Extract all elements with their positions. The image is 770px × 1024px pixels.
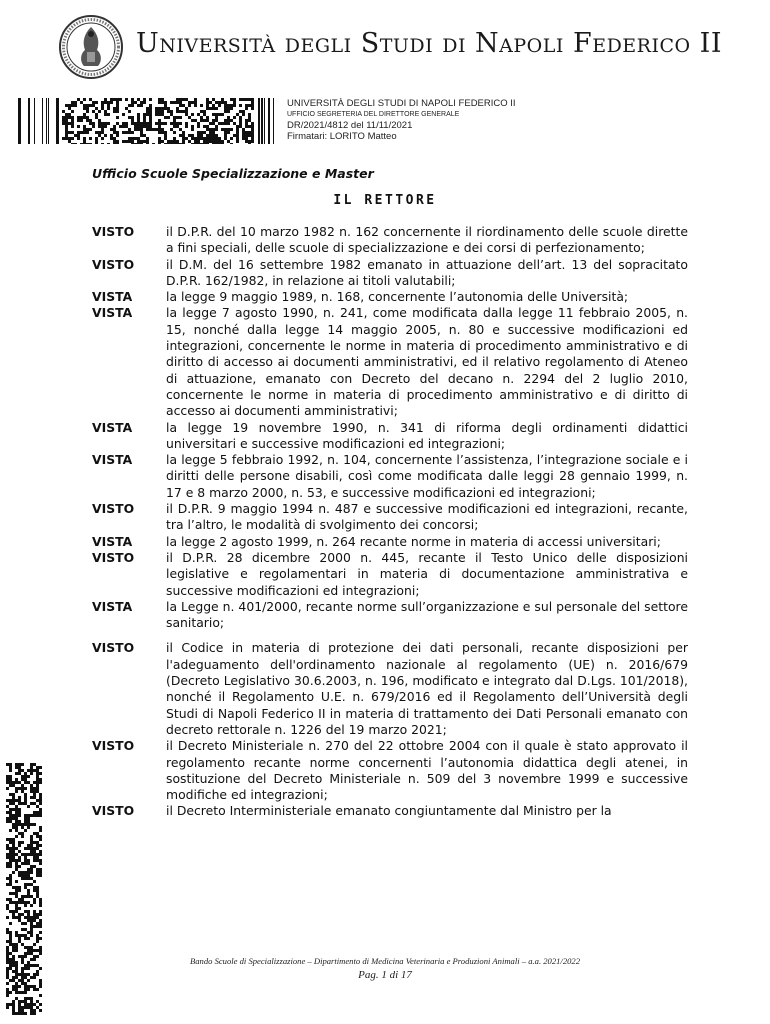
clause-text: la legge 19 novembre 1990, n. 341 di riforma degli ordinamenti didattici universitari e successive modificazioni ed integrazioni; — [166, 419, 688, 451]
clause-row — [92, 550, 688, 599]
clause-keyword: VISTO — [92, 501, 135, 517]
clause-text: la legge 9 maggio 1989, n. 168, concernente l’autonomia delle Università; — [166, 289, 629, 305]
clause-text: il Decreto Interministeriale emanato congiuntamente dal Ministro per la — [166, 803, 612, 819]
signature-line-university: UNIVERSITÀ DEGLI STUDI DI NAPOLI FEDERICO II — [287, 98, 516, 109]
clause-row — [92, 738, 688, 803]
clause-text: la legge 5 febbraio 1992, n. 104, concernente l’assistenza, l’integrazione sociale e i diritti delle persone disabili, così come modificata dalle leggi 28 gennaio 1999, n. 17 e 8 marzo 2000, n. 53, e successive modificazioni ed integrazioni; — [166, 452, 688, 500]
clause-row — [92, 803, 688, 819]
clause-keyword: VISTO — [92, 640, 135, 656]
clause-row — [92, 599, 688, 632]
clause-row — [92, 257, 688, 290]
clause-text: la Legge n. 401/2000, recante norme sull’organizzazione e sul personale del settore sanitario; — [166, 598, 688, 631]
clause-keyword: VISTO — [92, 738, 135, 754]
university-name: Università degli Studi di Napoli Federico II — [136, 28, 723, 59]
clause-row — [92, 224, 688, 257]
clause-keyword: VISTO — [92, 256, 135, 272]
clause-text: il Decreto Ministeriale n. 270 del 22 ottobre 2004 con il quale è stato approvato il regolamento recante norme concernenti l’autonomia didattica degli atenei, in sostituzione del Decreto Ministeriale n. 509 del 3 novembre 1999 e successive modifiche ed integrazioni; — [166, 738, 688, 803]
digital-signature-block — [287, 98, 516, 142]
clause-row — [92, 289, 688, 305]
clause-text: la legge 2 agosto 1999, n. 264 recante norme in materia di accessi universitari; — [166, 533, 661, 549]
clause-keyword: VISTO — [92, 803, 135, 819]
signature-line-signers: Firmatari: LORITO Matteo — [287, 131, 397, 142]
clause-keyword: VISTA — [92, 289, 133, 305]
clause-row — [92, 534, 688, 550]
signature-line-office: UFFICIO SEGRETERIA DEL DIRETTORE GENERALE — [287, 111, 460, 118]
clause-row — [92, 305, 688, 419]
university-seal-icon — [58, 14, 124, 80]
clause-text: il D.M. del 16 settembre 1982 emanato in attuazione dell’art. 13 del sopracitato D.P.R. 162/1982, in relazione ai titoli valutabili; — [166, 256, 688, 288]
page-number: Pag. 1 di 17 — [358, 969, 412, 981]
clause-keyword: VISTA — [92, 598, 133, 614]
footer-text: Bando Scuole di Specializzazione – Dipartimento di Medicina Veterinaria e Produzioni Animali – a.a. 2021/2022 — [189, 956, 581, 966]
clause-row — [92, 452, 688, 501]
clause-row — [92, 501, 688, 534]
clause-text: il D.P.R. del 10 marzo 1982 n. 162 concernente il riordinamento delle scuole dirette a fini speciali, delle scuole di specializzazione e dei corsi di perfezionamento; — [166, 224, 688, 256]
office-heading: Ufficio Scuole Specializzazione e Master — [92, 166, 374, 181]
clause-keyword: VISTA — [92, 452, 133, 468]
document-title: IL RETTORE — [333, 193, 437, 208]
clause-keyword: VISTO — [92, 224, 135, 239]
clause-row — [92, 640, 688, 738]
clause-row — [92, 420, 688, 453]
signature-line-protocol: DR/2021/4812 del 11/11/2021 — [287, 120, 413, 131]
clause-keyword: VISTA — [92, 533, 133, 549]
barcode-top — [18, 98, 278, 144]
clause-text: la legge 7 agosto 1990, n. 241, come modificata dalla legge 11 febbraio 2005, n. 15, nonché dalla legge 14 maggio 2005, n. 80 e successive modificazioni ed integrazioni, concernente le norme in materia di procedimento amministrativo e di diritto di accesso ai documenti amministrativi, ed il relativo regolamento di Ateneo di attuazione, emanato con Decreto del decano n. 2294 del 2 luglio 2010, concernente le norme in materia di procedimento amministrativo e di diritto di accesso ai documenti amministrativi; — [166, 305, 688, 419]
clause-text: il D.P.R. 9 maggio 1994 n. 487 e successive modificazioni ed integrazioni, recante, tra l’altro, le modalità di svolgimento dei concorsi; — [166, 501, 688, 533]
clause-keyword: VISTA — [92, 305, 133, 321]
clauses-list — [92, 224, 688, 820]
clause-keyword: VISTO — [92, 549, 135, 565]
clause-keyword: VISTA — [92, 419, 133, 435]
clause-text: il D.P.R. 28 dicembre 2000 n. 445, recante il Testo Unico delle disposizioni legislative e regolamentari in materia di documentazione amministrativa e successive modificazioni ed integrazioni; — [166, 549, 688, 598]
clause-text: il Codice in materia di protezione dei dati personali, recante disposizioni per l'adeguamento dell'ordinamento nazionale al regolamento (UE) n. 2016/679 (Decreto Legislativo 30.6.2003, n. 196, modificato e integrato dal D.Lgs. 101/2018), nonché il Regolamento U.E. n. 679/2016 ed il Regolamento dell’Università degli Studi di Napoli Federico II in materia di trattamento dei Dati Personali emanato con decreto rettorale n. 1226 del 19 marzo 2021; — [166, 640, 688, 737]
